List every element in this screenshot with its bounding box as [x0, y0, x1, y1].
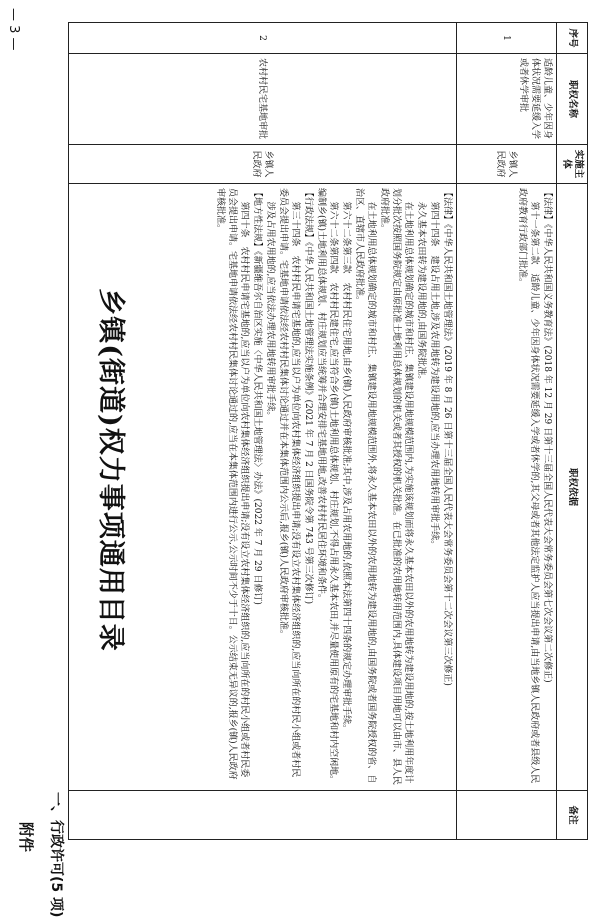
- basis-line: 第六十二条第三款 农村村民住宅用地,由乡(镇)人民政府审核批准;其中,涉及占用农用地的,依照本法第四十四条的规定办理审批手续。: [341, 201, 351, 734]
- basis-line: 永久基本农田转为建设用地的,由国务院批准。: [416, 201, 426, 385]
- row-note: [69, 791, 457, 840]
- basis-line: 第十一条第二款 适龄儿童、少年因身体状况需要延缓入学或者休学的,其父母或者其他法定监护人应当提出申请,由当地乡镇人民政府或者县级人民政府教育行政部门批准。: [517, 188, 539, 784]
- table-row: [457, 23, 557, 840]
- row-name: 适龄儿童、少年因身体状况需要延缓入学或者休学审批: [457, 54, 557, 145]
- header-basis: 职权依据: [557, 184, 588, 791]
- basis-line: 在土地利用总体规划确定的城市和村庄、集镇建设用地规模范围内,为实施该规划而将永久基本农田以外的农用地转为建设用地的,按土地利用年度计划分批次按照国务院规定由原批准土地利用总体规划的机关或者其授权的机关批准。在已批准的农用地转用范围内,具体建设项目用地可以由市、县人民政府批准。: [379, 188, 413, 785]
- header-name: 职权名称: [557, 54, 588, 145]
- basis-line: 第四十条 农村村民申请宅基地的,应当以户为单位向农村集体经济组织提出申请;没有设立农村集体经济组织的,应当向所在的村民小组或者村民委员会提出申请。宅基地申请依法经农村村民集体讨论通过的,应当在本集体范围内进行公示,公示时间不少于十日。公示结束无异议的,报乡(镇)人民政府审核批准。: [215, 188, 249, 780]
- row-basis: [457, 184, 557, 791]
- row-seq: 1: [457, 23, 557, 54]
- basis-line: 第三十四条 农村村民申请宅基地的,应当以户为单位向农村集体经济组织提出申请;没有设立农村集体经济组织的,应当向所在的村民小组或者村民委员会提出申请。宅基地申请依法经农村村民集体讨论通过并在本集体范围内公示后,报乡(镇)人民政府审核批准。: [278, 188, 300, 778]
- basis-line: 涉及占用农用地的,应当依法办理农用地转用审批手续。: [265, 201, 275, 421]
- section-heading: 一、行政许可(5 项): [48, 792, 64, 917]
- power-items-table: [68, 22, 588, 840]
- basis-line: 第六十二条第四款 农村村民建住宅,应当符合乡(镇)土地利用总体规划、村庄规划,不得占用永久基本农田,并尽量使用原有的宅基地和村内空闲地。编制乡(镇)土地利用总体规划、村庄规划应当统筹并合理安排宅基地用地,改善农村村民居住环境和条件。: [316, 188, 338, 785]
- basis-line: 【法律】《中华人民共和国义务教育法》(2018 年 12 月 29 日第十三届全国人民代表大会常务委员会第七次会议第二次修正): [542, 188, 552, 683]
- basis-line: 在土地利用总体规划确定的城市和村庄、集镇建设用地规模范围外,将永久基本农田以外的农用地转为建设用地的,由国务院或者国务院授权的省、自治区、直辖市人民政府批准。: [354, 188, 376, 784]
- document-title: 乡镇(街道)权力事项通用目录: [95, 288, 126, 652]
- attachment-label: 附件: [17, 822, 35, 853]
- row-seq: 2: [69, 23, 457, 54]
- row-name: 农村村民宅基地审批: [69, 54, 457, 145]
- table-header-row: [557, 23, 588, 840]
- row-org: 乡镇人民政府: [457, 145, 557, 184]
- basis-line: 第四十四条 建设占用土地,涉及农用地转为建设用地的,应当办理农用地转用审批手续。: [429, 201, 439, 550]
- header-note: 备注: [557, 791, 588, 840]
- row-basis: [69, 184, 457, 791]
- header-org: 实施主体: [557, 145, 588, 184]
- header-seq: 序号: [557, 23, 588, 54]
- basis-line: 【行政法规】《中华人民共和国土地管理法实施条例》(2021 年 7 月 2 日国务院令第 743 号第三次修订): [303, 188, 313, 605]
- row-note: [457, 791, 557, 840]
- table-row: [69, 23, 457, 840]
- basis-line: 【法律】《中华人民共和国土地管理法》(2019 年 8 月 26 日第十三届全国人民代表大会常务委员会第十二次会议第三次修正): [442, 188, 452, 686]
- row-org: 乡镇人民政府: [69, 145, 457, 184]
- page-number: — 3 —: [6, 8, 21, 51]
- basis-line: 【地方性法规】《新疆维吾尔自治区实施〈中华人民共和国土地管理法〉办法》(2022 年 7 月 29 日修订): [252, 188, 262, 605]
